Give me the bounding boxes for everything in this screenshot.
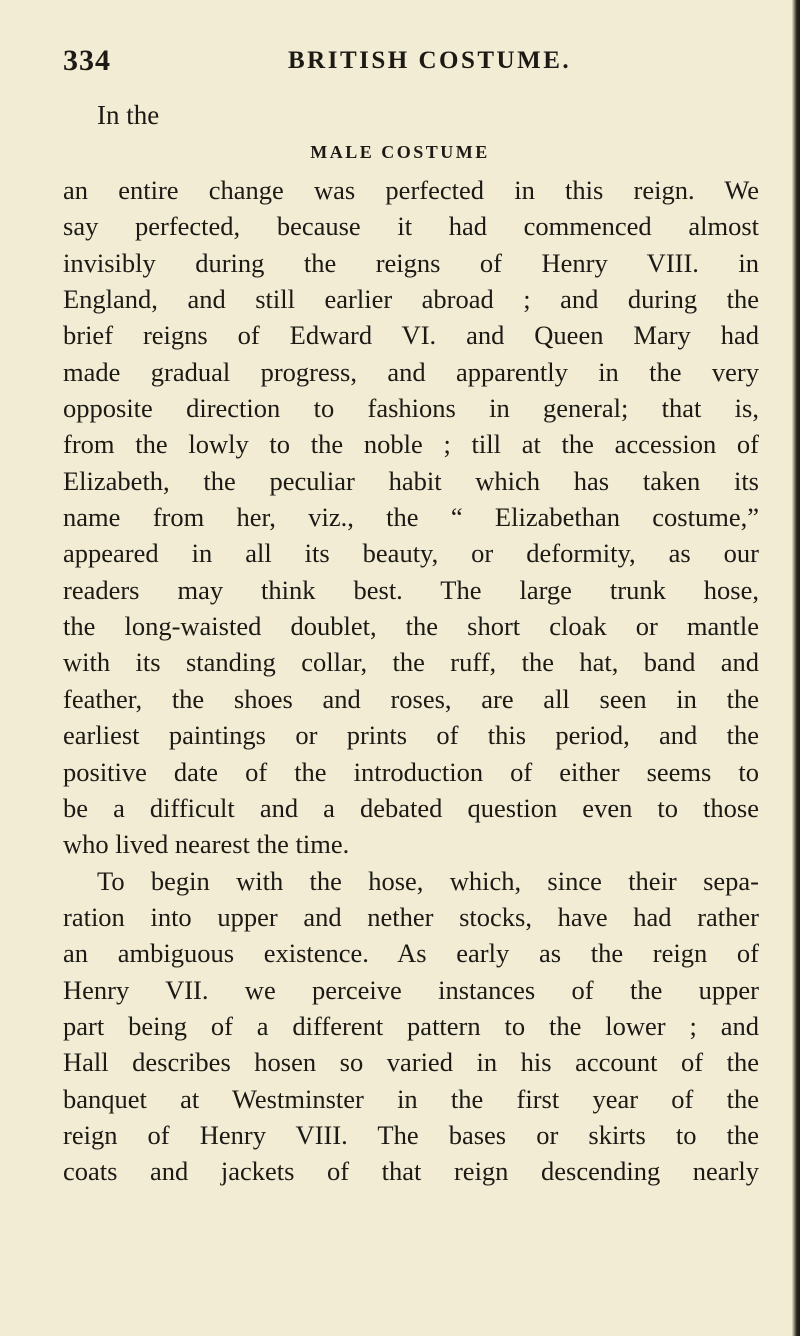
page-edge-shadow bbox=[792, 0, 800, 1336]
text-line: an ambiguous existence. As early as the reign of bbox=[63, 938, 759, 969]
text-line: name from her, viz., the “ Elizabethan costume,” bbox=[63, 502, 759, 533]
text-line: England, and still earlier abroad ; and during the bbox=[63, 284, 759, 315]
text-line: say perfected, because it had commenced almost bbox=[63, 211, 759, 242]
text-line: Elizabeth, the peculiar habit which has taken its bbox=[63, 465, 759, 496]
text-line: To begin with the hose, which, since their sepa- bbox=[97, 865, 759, 896]
text-line: coats and jackets of that reign descending nearly bbox=[63, 1156, 759, 1187]
text-line: an entire change was perfected in this reign. We bbox=[63, 175, 759, 205]
text-line: the long-waisted doublet, the short cloak or mantle bbox=[63, 611, 759, 642]
page-header bbox=[63, 44, 758, 84]
text-line: invisibly during the reigns of Henry VIII. in bbox=[63, 247, 759, 278]
text-line: part being of a different pattern to the lower ; and bbox=[63, 1010, 759, 1041]
text-line: who lived nearest the time. bbox=[63, 829, 350, 860]
text-line: readers may think best. The large trunk hose, bbox=[63, 574, 759, 605]
text-line: from the lowly to the noble ; till at the accession of bbox=[63, 429, 759, 460]
page-number: 334 bbox=[63, 44, 111, 77]
text-line: opposite direction to fashions in general; that is, bbox=[63, 393, 759, 424]
body-text bbox=[63, 172, 759, 1190]
text-line: brief reigns of Edward VI. and Queen Mary had bbox=[63, 320, 759, 351]
text-line: made gradual progress, and apparently in the very bbox=[63, 356, 759, 387]
text-line: banquet at Westminster in the first year of the bbox=[63, 1083, 759, 1114]
text-line: feather, the shoes and roses, are all seen in the bbox=[63, 683, 759, 714]
text-line: Henry VII. we perceive instances of the upper bbox=[63, 974, 759, 1005]
text-line: earliest paintings or prints of this period, and the bbox=[63, 720, 759, 751]
text-line: be a difficult and a debated question even to those bbox=[63, 792, 759, 823]
text-line: positive date of the introduction of either seems to bbox=[63, 756, 759, 787]
running-head: BRITISH COSTUME. bbox=[288, 47, 572, 74]
text-line: reign of Henry VIII. The bases or skirts to the bbox=[63, 1119, 759, 1150]
text-line: with its standing collar, the ruff, the hat, band and bbox=[63, 647, 759, 678]
text-line: ration into upper and nether stocks, have had rather bbox=[63, 901, 759, 932]
text-line: Hall describes hosen so varied in his account of the bbox=[63, 1047, 759, 1078]
text-line: appeared in all its beauty, or deformity, as our bbox=[63, 538, 759, 569]
intro-phrase: In the bbox=[97, 100, 160, 130]
section-heading: MALE COSTUME bbox=[310, 142, 490, 162]
